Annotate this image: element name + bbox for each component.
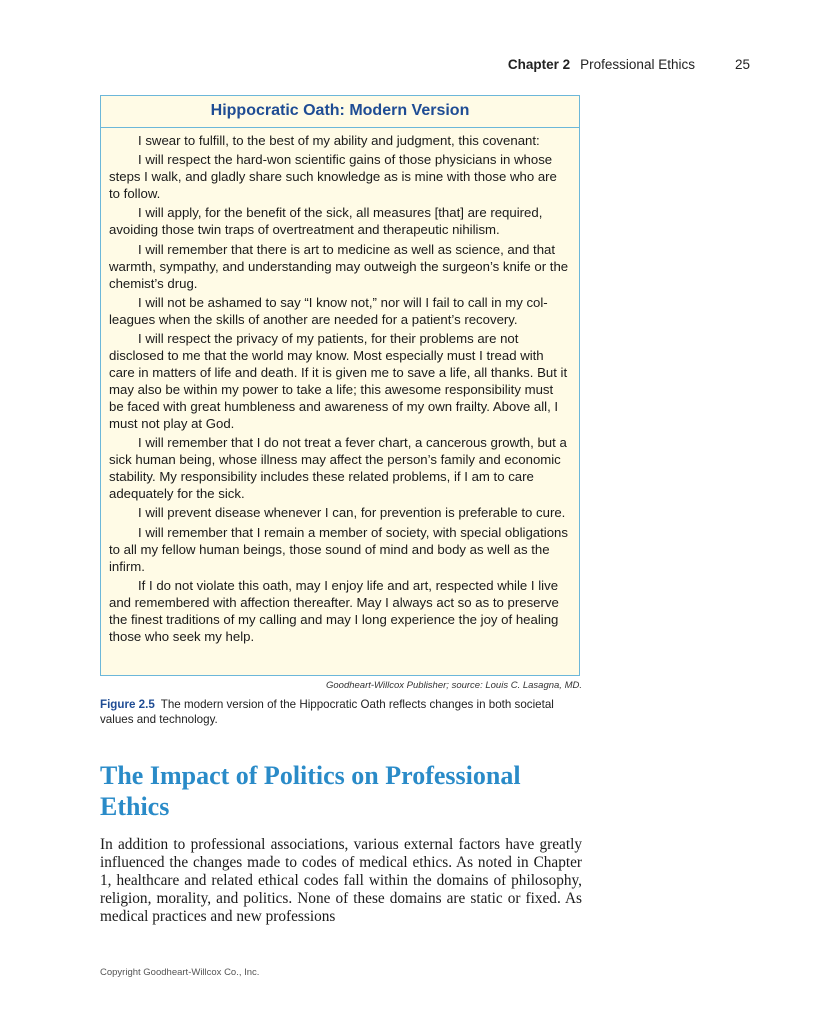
oath-paragraph: I swear to fulfill, to the best of my ability and judgment, this covenant: bbox=[138, 133, 540, 148]
oath-paragraph: I will prevent disease whenever I can, for prevention is preferable to cure. bbox=[138, 505, 566, 521]
figure-caption bbox=[100, 697, 570, 727]
oath-paragraph: I will remember that there is art to medicine as well as science, and that warmth, sympathy, and understanding may outweigh the surgeon’s knife or the chemist’s drug. bbox=[109, 241, 569, 291]
oath-paragraph: I will apply, for the benefit of the sick, all measures [that] are required, avoiding those twin traps of overtreatment and therapeutic nihilism. bbox=[109, 205, 543, 238]
figure-caption-text: The modern version of the Hippocratic Oath reflects changes in both societal values and technology. bbox=[100, 698, 554, 726]
oath-paragraph: I will not be ashamed to say “I know not,” nor will I fail to call in my col-leagues when the skills of another are needed for a patient’s recovery. bbox=[109, 294, 548, 327]
running-header bbox=[420, 57, 750, 72]
figure-credit: Goodheart-Willcox Publisher; source: Louis C. Lasagna, MD. bbox=[325, 680, 582, 691]
oath-paragraph: I will respect the privacy of my patients, for their problems are not disclosed to me that the world may know. Most especially must I tread with care in matters of life and death. If it is given me to save a life, all thanks. But it may also be within my power to take a life; this awesome responsibility must be faced with great humbleness and awareness of my own frailty. Above all, I must not play at God. bbox=[109, 330, 568, 431]
copyright-footer: Copyright Goodheart-Willcox Co., Inc. bbox=[100, 967, 260, 978]
section-heading: The Impact of Politics on Professional Ethics bbox=[100, 761, 521, 821]
oath-title: Hippocratic Oath: Modern Version bbox=[101, 96, 579, 128]
chapter-label: Chapter 2 bbox=[507, 57, 571, 72]
oath-paragraph: If I do not violate this oath, may I enjoy life and art, respected while I live and remembered with affection thereafter. May I always act so as to preserve the finest traditions of my calling and may I long experience the joy of healing those who seek my help. bbox=[109, 577, 559, 644]
oath-figure-box bbox=[100, 95, 580, 676]
chapter-title: Professional Ethics bbox=[580, 57, 695, 72]
figure-label: Figure 2.5 bbox=[100, 698, 155, 711]
oath-paragraph: I will remember that I remain a member of society, with special obligations to all my fellow human beings, those sound of mind and body as well as the infirm. bbox=[109, 524, 568, 574]
oath-paragraph: I will remember that I do not treat a fever chart, a cancerous growth, but a sick human being, whose illness may affect the person’s family and economic stability. My responsibility includes these related problems, if I am to care adequately for the sick. bbox=[109, 435, 567, 502]
oath-text bbox=[101, 128, 579, 645]
body-paragraph: In addition to professional associations, various external factors have greatly influenced the changes made to codes of medical ethics. As noted in Chapter 1, healthcare and related ethical codes fall within the domains of philosophy, religion, morality, and politics. None of these domains are static or fixed. As medical practices and new professions bbox=[100, 836, 582, 925]
page-number: 25 bbox=[734, 57, 750, 72]
oath-paragraph: I will respect the hard-won scientific gains of those physicians in whose steps I walk, and gladly share such knowledge as is mine with those who are to follow. bbox=[109, 152, 557, 202]
